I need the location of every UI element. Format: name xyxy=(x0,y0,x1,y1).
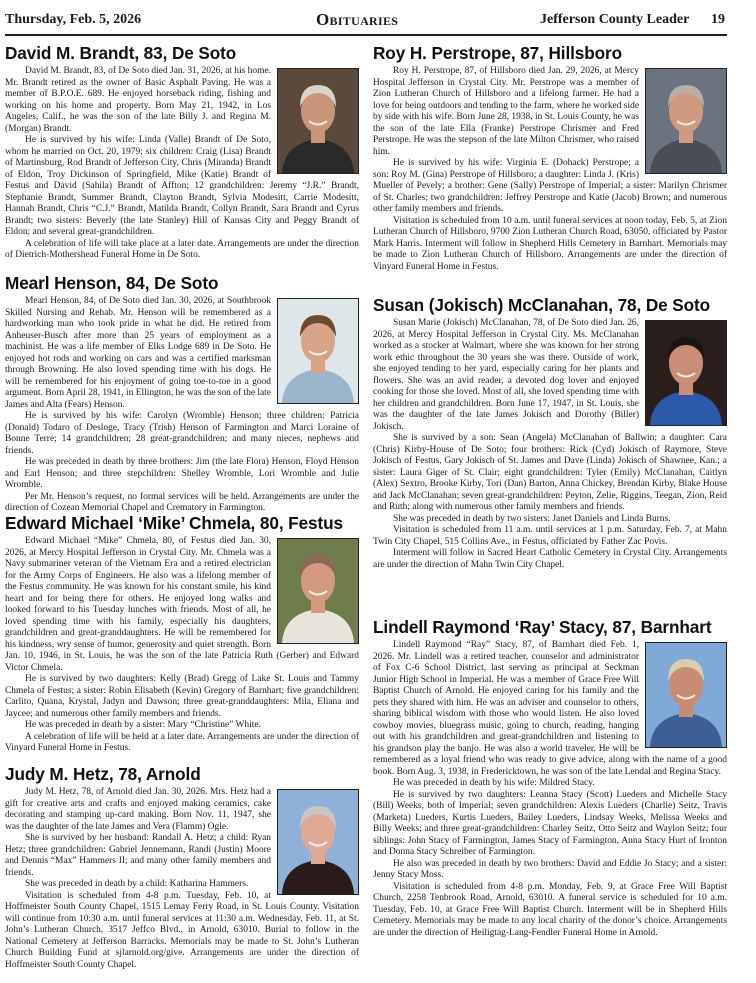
obituary xyxy=(5,43,359,262)
obituary-headline: Edward Michael ‘Mike’ Chmela, 80, Festus xyxy=(5,513,343,533)
obituary-paragraph: David M. Brandt, 83, of De Soto died Jan. 31, 2026, at his home. Mr. Brandt retired as the owner of Basic Asphalt Paving. He was a member of B.P.O.E. 689. He enjoyed horseback riding, fishing and working on his home and property. Born May 21, 1942, in Los Angeles, Calif., he was the son of the late Billy J. and Regina M. (Morgan) Brandt. xyxy=(5,66,271,134)
obituary-headline: Lindell Raymond ‘Ray’ Stacy, 87, Barnhart xyxy=(373,617,712,637)
page-number: 19 xyxy=(711,12,725,27)
obituary-paragraph: He was preceded in death by three brothers: Jim (the late Flora) Henson, Floyd Henson and Earl Henson; and three stepchildren: Shelley Wromble, Lori Wromble and Julie Wromble. xyxy=(5,457,359,490)
obituary-paragraph: A celebration of life will be held at a later date. Arrangements are under the direction of Vinyard Funeral Home in Festus. xyxy=(5,731,359,753)
obituary-paragraph: He is survived by his wife: Linda (Valle) Brandt of De Soto, whom he married on Oct. 20, 1979; six children: Craig (Lisa) Brandt of Martinsburg, Rod Brandt of Jefferson City, Chris (Miranda) Brandt of Eldon, Troy Dickinson of Springfield, Mike (Katie) Brandt of Festus and David (Sahila) Brandt of Affton; 12 grandchildren: Jeremy “J.R.” Brandt, Stephanie Brandt, Summer Brandt, Clayton Brandt, Sylvia Modesitt, Carrie Modesitt, Hannah Brandt, Chris “C.J.” Brandt, Matilda Brandt, Collyn Brandt, Sara Brandt and Cyrus Brandt; two sisters: Beverly (the late Stanley) Hill of Kansas City and Peggy Brandt of Eldon; and several great-grandchildren. xyxy=(5,135,359,237)
obituary-paragraph: He also was preceded in death by two brothers: David and Eddie Jo Stacy; and a sister: Jenny Stacy Moss. xyxy=(373,858,727,880)
obituary-paragraph: Per Mr. Henson’s request, no formal services will be held. Arrangements are under the direction of Cozean Memorial Chapel and Crematory in Farmington. xyxy=(5,491,359,513)
obituary-paragraph: He is survived by two daughters: Leanna Stacy (Scott) Lueders and Michelle Stacy (Bill) Weeks, both of Imperial; seven grandchildren: Alexis Lueders (Charlie) Seitz, Travis (Marketa) Lueders, Kurtis Lueders, Bailey Lueders, Lindsay Weeks, Melissa Weeks and Billy Weeks; and three great-grandchildren: Charley Seitz, Otto Seitz and Waylon Seitz; four siblings: John Stacy of Farmington, James Stacy of Farmington, Anna Stacy Hurt of Ironton and Donna Stacy Schreiber of Farmington. xyxy=(373,789,727,857)
portrait-photo xyxy=(277,789,359,895)
obituary-paragraph: He is survived by his wife: Carolyn (Wromble) Henson; three children: Patricia (Donald) Todaro of Desloge, Tracy (Trish) Henson of Farmington and Marci Loraine of Bonne Terre; 14 grandchildren; 28 great-grandchildren; and many nieces, nephews and friends. xyxy=(5,411,359,456)
section-title: Obituaries xyxy=(316,10,399,29)
obituary-paragraph: Visitation is scheduled from 11 a.m. until services at 1 p.m. Saturday, Feb. 7, at Mahn Twin City Chapel, 515 Collins Ave., in Festus, officiated by Father Zac Povis. xyxy=(373,525,727,547)
obituary-paragraph: He is survived by his wife: Virginia E. (Dohack) Perstrope; a son: Roy M. (Gina) Perstrope of Hillsboro; a daughter: Linda J. (Kris) Mueller of Pevely; a brother: Gene (Sally) Perstrope of Imperial; a sister: Marilyn Chrismer of St. Charles; two grandchildren: Jeffrey Perstrope and Katie (Jacob) Brown; and numerous other family members and friends. xyxy=(373,158,727,214)
obituary-headline: Judy M. Hetz, 78, Arnold xyxy=(5,764,201,784)
obituary-body xyxy=(5,536,359,755)
obituary-headline: Susan (Jokisch) McClanahan, 78, De Soto xyxy=(373,295,711,315)
obituary-paragraph: Visitation is scheduled from 4-8 p.m. Monday, Feb. 9, at Grace Free Will Baptist Church, 2258 Tenbrook Road, Arnold, 63010. A funeral service is scheduled for 10 a.m. Tuesday, Feb. 10, at Grace Free Will Baptist Church. Interment will be in Shepherd Hills Cemetery. Memorials may be made to any local charity of the donor’s choice. Arrangements are under the direction of Heiligtag-Lang-Fendler Funeral Home in Arnold. xyxy=(373,881,727,938)
header-rule xyxy=(5,34,727,36)
portrait-photo xyxy=(277,68,359,174)
obituary-paragraph: Visitation is scheduled from 10 a.m. until funeral services at noon today, Feb. 5, at Zion Lutheran Church of Hillsboro, 9700 Zion Lutheran Church Road, 63050, officiated by Pastor Mark Harris. Interment will follow in Shepherd Hills Cemetery in Barnhart. Memorials may be made to Zion Lutheran Church of Hillsboro. Arrangements are under the direction of Vinyard Funeral Home in Festus. xyxy=(373,215,727,272)
obituary-paragraph: Mearl Henson, 84, of De Soto died Jan. 30, 2026, at Southbrook Skilled Nursing and Rehab. Mr. Henson will be remembered as a hardworking man who took pride in what he did. He retired from Anheuser-Busch after more than 25 years of employment as a machinist. He was a life member of Elks Lodge 689 in De Soto. He enjoyed hot rods and working on cars and was a certified marksman through Browning. He also loved spending time with his dogs. He will be remembered for his enjoyment of going toe-to-toe in a good argument. Born April 28, 1941, in Ellington, he was the son of the late James and Alta (Fears) Henson. xyxy=(5,296,271,410)
obituary xyxy=(373,295,727,571)
obituary-body xyxy=(373,640,727,939)
portrait-photo xyxy=(645,642,727,748)
obituary-paragraph: He is survived by two daughters: Kelly (Brad) Gregg of Lake St. Louis and Tammy Chmela of Festus; a sister: Robin Elisabeth (Kevin) Gregory of Barnhart; five grandchildren: Carlito, Quana, Krystal, Jadyn and Dawson; three great-granddaughters: Mila, Eliana and Jaycee; and numerous other family members and friends. xyxy=(5,674,359,719)
obituary-body xyxy=(373,66,727,273)
portrait-photo xyxy=(277,298,359,404)
obituary-body xyxy=(5,296,359,515)
obituary-paragraph: A celebration of life will take place at a later date. Arrangements are under the direction of Dietrich-Mothershead Funeral Home in De Soto. xyxy=(5,238,359,260)
obituary-headline: David M. Brandt, 83, De Soto xyxy=(5,43,237,63)
obituary-paragraph: Lindell Raymond “Ray” Stacy, 87, of Barnhart died Feb. 1, 2026. Mr. Lindell was a retired teacher, counselor and administrator of Fox C-6 School District, last serving as principal at Seckman Junior High School in Imperial. He was a member of Grace Free Will Baptist Church of Arnold. He enjoyed caring for his family and the pets they shared with him. He was an adviser and counselor to others, sharing biblical wisdom with those who would listen. He also loved cowboy movies, bluegrass music, going to church, reading, hanging out with his grandchildren and great-grandchildren and listening to his grandson play the banjo. He was also a world traveler. He will be remembered as a loyal friend who was ready to give advice, along with the name of a good book. Born Aug. 3, 1938, in Fredericktown, he was son of the late Lendal and Regina Stacy. xyxy=(373,640,727,777)
obituary-paragraph: Interment will follow in Sacred Heart Catholic Cemetery in Crystal City. Arrangements are under the direction of Mahn Twin City Chapel. xyxy=(373,548,727,570)
obituary-headline: Roy H. Perstrope, 87, Hillsboro xyxy=(373,43,623,63)
obituary-body xyxy=(5,787,359,971)
obituary xyxy=(373,43,727,273)
obituary-paragraph: Susan Marie (Jokisch) McClanahan, 78, of De Soto died Jan. 26, 2026, at Mercy Hospital Jefferson in Crystal City. Ms. McClanahan worked as a stocker at Walmart, where she was known for her strong work ethic throughout the 30 years she was there. Outside of work, she enjoyed tending to her yard, especially caring for her plants and flowers. She was an avid reader, a devoted dog lover and enjoyed cooking for those she loved. Most of all, she loved spending time with her children and grandchildren. Born June 17, 1947, in St. Louis, she was the daughter of the late James Jokisch and Dorothy (Biller) Jokisch. xyxy=(373,318,639,432)
obituary xyxy=(5,513,359,755)
obituary-paragraph: Edward Michael “Mike” Chmela, 80, of Festus died Jan. 30, 2026, at Mercy Hospital Jefferson in Crystal City. Mr. Chmela was a Navy submariner veteran of the Vietnam Era and a retired electrician for the Army Corps of Engineers. He also was a lifelong member of the Festus community. He was known for his constant smile, his kind heart and for being there for others. He enjoyed long walks and looked forward to his Tuesday lunches with friends. Most of all, he loved spending time with his family, especially his daughters, grandchildren and great-granddaughters. He will be remembered for his kindness, wry sense of humor, generosity and quiet strength. Born Jan. 10, 1946, in St. Louis, he was the son of the late Patricia Ruth (Gerber) and Edward Victor Chmela. xyxy=(5,536,359,673)
obituary-paragraph: She is survived by a son: Sean (Angela) McClanahan of Ballwin; a daughter: Cara (Chris) Kirby-House of De Soto; four brothers: Rick (Cyd) Jokisch of Raymore, Steve Jokisch of Festus, Gary Jokisch of St. James and Dave (Linda) Jokisch of Shawnee, Kan.; a sister: Laura Giger of St. Clair; eight grandchildren: Tyler (Emily) McClanahan, Caitlyn (Alex) Sextro, Brooke Kirby, Tori (Dan) Barton, Anna Chickey, Brendan Kirby, Blake House and Jack McClanahan; seven great-grandchildren: Peyton, Zelie, Riggins, Teegan, Zion, Reid and Ruth; along with numerous other family members and friends. xyxy=(373,433,727,512)
obituary-paragraph: He was preceded in death by a sister: Mary “Christine” White. xyxy=(25,720,261,730)
obituary xyxy=(373,617,727,939)
obituary-paragraph: He was preceded in death by his wife: Mildred Stacy. xyxy=(393,778,595,788)
obituary-headline: Mearl Henson, 84, De Soto xyxy=(5,273,219,293)
issue-date: Thursday, Feb. 5, 2026 xyxy=(5,12,142,27)
portrait-photo xyxy=(277,538,359,644)
obituary-body xyxy=(5,66,359,262)
portrait-photo xyxy=(645,320,727,426)
obituary-paragraph: She was preceded in death by a child: Katharina Hammers. xyxy=(25,879,249,889)
obituary xyxy=(5,764,359,971)
obituary-paragraph: Roy H. Perstrope, 87, of Hillsboro died Jan. 29, 2026, at Mercy Hospital Jefferson in Crystal City. Mr. Perstrope was a member of Zion Lutheran Church of Hillsboro and a lifelong farmer. He had a love for being outdoors and tending to the farm, where he worked side by side with his wife. Born June 28, 1938, in St. Louis County, he was the son of the late Ella (Franke) Perstrope Chrismer and Fred Perstrope. He was the stepson of the late Milton Chrismer, who raised him. xyxy=(373,66,640,157)
obituary-paragraph: Judy M. Hetz, 78, of Arnold died Jan. 30, 2026. Mrs. Hetz had a gift for creative arts and crafts and enjoyed making ceramics, cake decorating and stamping up-card making. Born Nov. 11, 1947, she was the daughter of the late James and Vera (Flamm) Ogle. xyxy=(5,787,271,832)
portrait-photo xyxy=(645,68,727,174)
obituary-body xyxy=(373,318,727,571)
obituary-paragraph: She is survived by her husband: Randall A. Hetz; a child: Ryan Hetz; three grandchildren: Gabriel Jennemann, Randi (Justin) Moore and Dennis “Max” Hammers II; and many other family members and friends. xyxy=(5,833,271,878)
newspaper-name: Jefferson County Leader xyxy=(540,12,690,27)
obituary-paragraph: Visitation is scheduled from 4-8 p.m. Tuesday, Feb. 10, at Hoffmeister South County Chapel, 1515 Lemay Ferry Road, in St. Louis County. Visitation will continue from 10:30 a.m. until funeral services at 11:30 a.m. Wednesday, Feb. 11, at St. John’s Lutheran Church, 3517 Jeffco Blvd., in Arnold, 63010. Burial to follow in the National Cemetery at Jefferson Barracks. Memorials may be made to St. John’s Lutheran Church Building Fund at sjlarnold.org/give. Arrangements are under the direction of Hoffmeister South County Chapel. xyxy=(5,890,359,970)
obituary-paragraph: She was preceded in death by two sisters: Janet Daniels and Linda Burns. xyxy=(393,513,671,524)
obituary xyxy=(5,273,359,515)
